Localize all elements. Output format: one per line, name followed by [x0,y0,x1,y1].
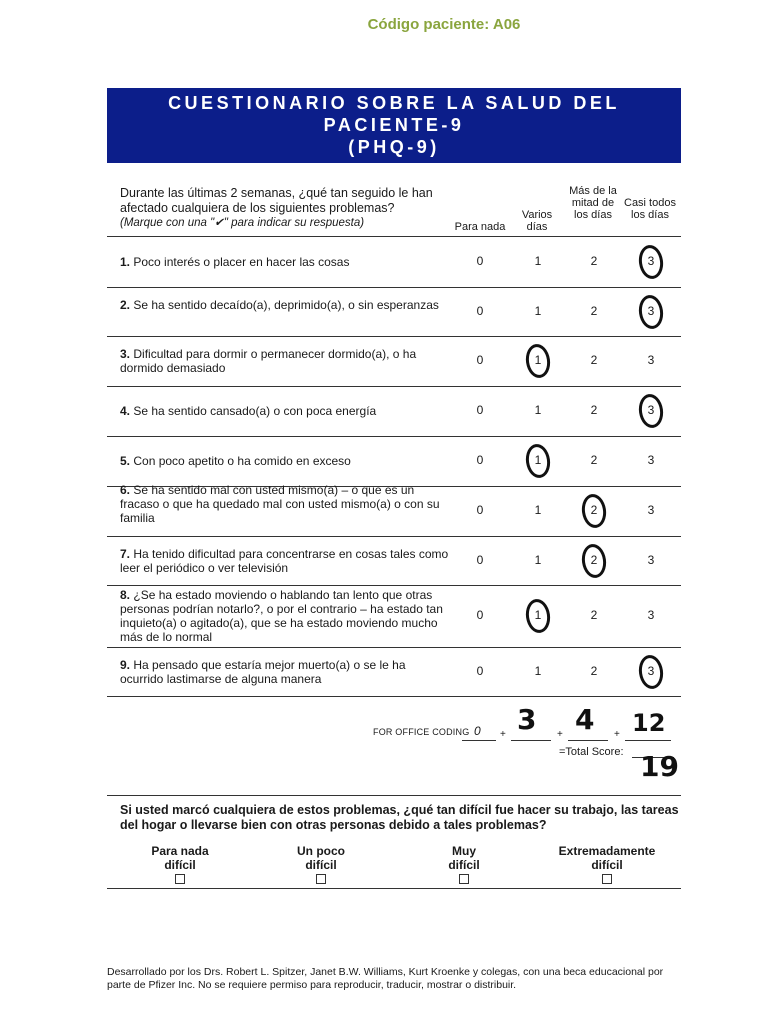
question-number: 2. [120,298,131,312]
answer-option[interactable]: 1 [534,503,542,517]
office-coding-label: FOR OFFICE CODING [373,727,470,737]
answer-option[interactable]: 1 [534,453,542,467]
question-header [120,186,450,231]
question-text: Ha pensado que estaría mejor muerto(a) o se le ha ocurrido lastimarse de alguna manera [120,658,406,686]
question-number: 1. [120,255,131,269]
answer-option[interactable]: 2 [590,608,598,622]
answer-option[interactable]: 0 [476,353,484,367]
handwritten-circle-mark [637,392,665,429]
question-text: Se ha sentido cansado(a) o con poca energía [133,404,377,418]
answer-option[interactable]: 2 [590,503,598,517]
handwritten-score-2: 4 [575,703,595,736]
handwritten-circle-mark [524,442,552,479]
difficulty-option-label: difícil [305,858,337,872]
question-item-text [120,298,450,312]
plus-sign: + [557,729,563,740]
answer-option[interactable]: 0 [476,553,484,567]
column-header-para-nada: Para nada [454,221,506,233]
plus-sign: + [500,729,506,740]
office-value-0: 0 [474,724,481,738]
question-item-text [120,255,450,269]
difficulty-option-label: difícil [448,858,480,872]
difficulty-option-extremadamente[interactable] [547,844,667,887]
answer-option[interactable]: 0 [476,304,484,318]
difficulty-checkbox[interactable] [602,874,612,884]
total-score-label: =Total Score: [559,746,624,758]
office-blank-2 [568,740,608,741]
question-number: 8. [120,588,131,602]
column-header-varios-dias: Varios días [521,209,553,233]
row-divider [107,436,681,437]
handwritten-score-1: 3 [517,703,537,736]
difficulty-question: Si usted marcó cualquiera de estos problemas, ¿qué tan difícil fue hacer su trabajo, las tareas del hogar o llevarse bien con otras personas debido a tales problemas? [120,803,679,832]
question-item-text [120,347,450,375]
question-text: Poco interés o placer en hacer las cosas [133,255,350,269]
answer-option[interactable]: 0 [476,254,484,268]
question-number: 7. [120,547,131,561]
question-item-text [120,588,450,644]
answer-option[interactable]: 1 [534,353,542,367]
row-divider [107,696,681,697]
difficulty-option-muy[interactable] [404,844,524,887]
question-text: Ha tenido dificultad para concentrarse en cosas tales como leer el periódico o ver televisión [120,547,449,575]
question-text: ¿Se ha estado moviendo o hablando tan lento que otras personas podrían notarlo?, o por el contrario – ha estado tan inquieto(a) o agitado(a), que se ha estado moviendo mucho más de lo normal [120,588,443,644]
row-divider [107,536,681,537]
answer-option[interactable]: 3 [647,403,655,417]
divider [107,888,681,889]
answer-option[interactable]: 3 [647,503,655,517]
difficulty-option-para-nada[interactable] [120,844,240,887]
question-item-text [120,404,450,418]
answer-option[interactable]: 2 [590,553,598,567]
handwritten-circle-mark [637,293,665,330]
question-header-hint: (Marque con una "✔" para indicar su respuesta) [120,217,365,229]
answer-option[interactable]: 1 [534,608,542,622]
row-divider [107,336,681,337]
difficulty-option-label: Un poco [297,844,345,858]
row-divider [107,386,681,387]
question-number: 5. [120,454,131,468]
row-divider [107,647,681,648]
handwritten-total: 19 [640,750,679,783]
answer-option[interactable]: 0 [476,608,484,622]
answer-option[interactable]: 3 [647,304,655,318]
title-line-3: (PHQ-9) [348,137,440,157]
difficulty-option-label: difícil [591,858,623,872]
difficulty-checkbox[interactable] [175,874,185,884]
footer-credit: Desarrollado por los Drs. Robert L. Spitzer, Janet B.W. Williams, Kurt Kroenke y colegas, con una beca educacional por parte de Pfizer Inc. No se requiere permiso para reproducir, traducir, mostrar o distribuir. [107,966,664,991]
answer-option[interactable]: 2 [590,304,598,318]
patient-code: Código paciente: A06 [367,16,521,33]
difficulty-option-label: Muy [452,844,476,858]
plus-sign: + [614,729,620,740]
handwritten-circle-mark [637,653,665,690]
answer-option[interactable]: 3 [647,664,655,678]
question-text: Dificultad para dormir o permanecer dormido(a), o ha dormido demasiado [120,347,417,375]
question-header-main: Durante las últimas 2 semanas, ¿qué tan seguido le han afectado cualquiera de los siguientes problemas? [120,186,433,215]
handwritten-circle-mark [580,542,608,579]
office-blank-1 [511,740,551,741]
title-banner [107,88,681,163]
question-item-text [120,658,450,686]
question-number: 4. [120,404,131,418]
question-number: 9. [120,658,131,672]
divider [107,795,681,796]
question-text: Se ha sentido mal con usted mismo(a) – o que es un fracaso o que ha quedado mal con usted mismo(a) o con su familia [120,483,440,525]
answer-option[interactable]: 2 [590,254,598,268]
answer-option[interactable]: 1 [534,403,542,417]
title-line-2: PACIENTE-9 [323,115,465,135]
answer-option[interactable]: 0 [476,503,484,517]
difficulty-option-label: difícil [164,858,196,872]
difficulty-checkbox[interactable] [316,874,326,884]
question-item-text [120,454,450,468]
question-text: Se ha sentido decaído(a), deprimido(a), o sin esperanzas [133,298,439,312]
difficulty-option-label: Extremadamente [558,844,656,858]
answer-option[interactable]: 1 [534,304,542,318]
divider [107,236,681,237]
row-divider [107,585,681,586]
answer-option[interactable]: 2 [590,403,598,417]
answer-option[interactable]: 3 [647,608,655,622]
answer-option[interactable]: 2 [590,664,598,678]
row-divider [107,287,681,288]
difficulty-checkbox[interactable] [459,874,469,884]
answer-option[interactable]: 1 [534,664,542,678]
question-item-text [120,483,450,525]
answer-option[interactable]: 1 [534,254,542,268]
handwritten-score-3: 12 [632,709,666,737]
answer-option[interactable]: 3 [647,453,655,467]
answer-option[interactable]: 3 [647,553,655,567]
handwritten-circle-mark [580,492,608,529]
answer-option[interactable]: 0 [476,403,484,417]
question-number: 6. [120,483,131,497]
difficulty-option-label: Para nada [151,844,209,858]
answer-option[interactable]: 3 [647,254,655,268]
title-line-1: CUESTIONARIO SOBRE LA SALUD DEL [168,93,620,113]
handwritten-circle-mark [524,597,552,634]
difficulty-option-un-poco[interactable] [261,844,381,887]
answer-option[interactable]: 2 [590,453,598,467]
question-number: 3. [120,347,131,361]
question-item-text [120,547,450,575]
answer-option[interactable]: 3 [647,353,655,367]
office-blank-0 [462,740,496,741]
handwritten-circle-mark [524,342,552,379]
column-header-casi-todos: Casi todos los días [624,197,676,221]
answer-option[interactable]: 1 [534,553,542,567]
answer-option[interactable]: 0 [476,664,484,678]
handwritten-circle-mark [637,243,665,280]
answer-option[interactable]: 0 [476,453,484,467]
column-header-mas-de-la-mitad: Más de la mitad de los días [569,185,617,221]
answer-option[interactable]: 2 [590,353,598,367]
question-text: Con poco apetito o ha comido en exceso [133,454,351,468]
office-blank-3 [625,740,671,741]
